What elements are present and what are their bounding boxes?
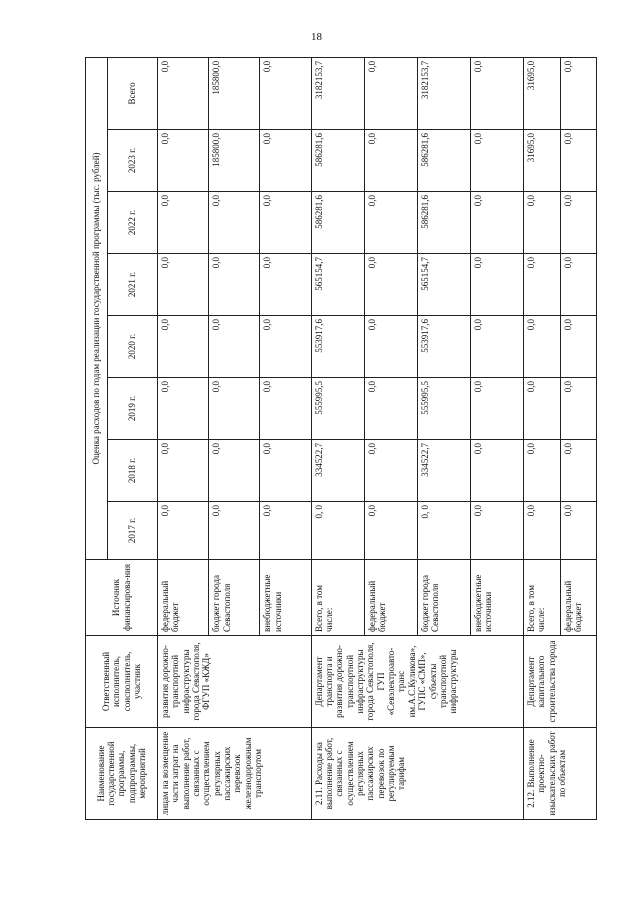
value-cell: 0,0 bbox=[471, 254, 524, 316]
funding-source: внебюджетные источники bbox=[471, 560, 524, 636]
value-cell: 0,0 bbox=[260, 502, 311, 560]
value-cell: 0,0 bbox=[364, 192, 417, 254]
funding-source: бюджет города Севастополя bbox=[209, 560, 260, 636]
value-cell: 0,0 bbox=[471, 130, 524, 192]
value-cell: 185800,0 bbox=[209, 130, 260, 192]
header-year: 2021 г. bbox=[108, 254, 158, 316]
value-cell: 0,0 bbox=[471, 440, 524, 502]
funding-source: внебюджетные источники bbox=[260, 560, 311, 636]
funding-source: Всего, в том числе: bbox=[524, 560, 560, 636]
value-cell: 0,0 bbox=[524, 502, 560, 560]
value-cell: 0,0 bbox=[560, 192, 597, 254]
value-cell: 0,0 bbox=[471, 502, 524, 560]
header-year: 2018 г. bbox=[108, 440, 158, 502]
funding-source: федеральный бюджет bbox=[560, 560, 597, 636]
value-cell: 0,0 bbox=[260, 316, 311, 378]
value-cell: 0,0 bbox=[364, 502, 417, 560]
value-cell: 0,0 bbox=[260, 192, 311, 254]
value-cell: 0,0 bbox=[524, 378, 560, 440]
table-row bbox=[524, 57, 560, 819]
value-cell: 586281,6 bbox=[311, 130, 364, 192]
value-cell: 334522,7 bbox=[417, 440, 470, 502]
value-cell: 0, 0 bbox=[311, 502, 364, 560]
responsible-party: развития дорожно-транспортной инфраструктуры города Севастополя, ФГУП «КЖД» bbox=[158, 636, 312, 728]
rotated-table-container bbox=[85, 58, 597, 820]
value-cell: 0,0 bbox=[560, 130, 597, 192]
value-cell: 0,0 bbox=[158, 192, 209, 254]
value-cell: 553917,6 bbox=[311, 316, 364, 378]
value-cell: 0,0 bbox=[158, 502, 209, 560]
value-cell: 0,0 bbox=[471, 192, 524, 254]
header-year: 2023 г. bbox=[108, 130, 158, 192]
value-cell: 0,0 bbox=[260, 378, 311, 440]
funding-source: федеральный бюджет bbox=[364, 560, 417, 636]
value-cell: 586281,6 bbox=[311, 192, 364, 254]
header-responsible: Ответственный исполнитель, соисполнитель, участник bbox=[86, 636, 158, 728]
value-cell: 555995,5 bbox=[311, 378, 364, 440]
header-year: 2022 г. bbox=[108, 192, 158, 254]
value-cell: 0,0 bbox=[364, 57, 417, 129]
value-cell: 0,0 bbox=[560, 57, 597, 129]
value-cell: 0,0 bbox=[524, 316, 560, 378]
value-cell: 0,0 bbox=[471, 57, 524, 129]
value-cell: 0,0 bbox=[209, 254, 260, 316]
header-name: Наименование государственной программы, подпрограммы, мероприятий bbox=[86, 728, 158, 820]
page-number: 18 bbox=[311, 31, 322, 43]
value-cell: 565154,7 bbox=[311, 254, 364, 316]
header-estimate: Оценка расходов по годам реализации государственной программы (тыс. рублей) bbox=[86, 57, 108, 559]
value-cell: 0,0 bbox=[560, 440, 597, 502]
value-cell: 0,0 bbox=[209, 502, 260, 560]
expenses-table bbox=[85, 57, 597, 820]
value-cell: 0,0 bbox=[560, 502, 597, 560]
value-cell: 0,0 bbox=[524, 254, 560, 316]
value-cell: 553917,6 bbox=[417, 316, 470, 378]
value-cell: 0,0 bbox=[158, 254, 209, 316]
funding-source: Всего, в том числе: bbox=[311, 560, 364, 636]
header-year: 2017 г. bbox=[108, 502, 158, 560]
value-cell: 0,0 bbox=[560, 316, 597, 378]
value-cell: 565154,7 bbox=[417, 254, 470, 316]
value-cell: 0,0 bbox=[158, 57, 209, 129]
responsible-party: Департамент транспорта и развития дорожно-транспортной инфраструктуры города Севастополя, ГУП «Севэлектроавто-транс им.А.С.Куликова», ГУПС «СМП», субъекты транспортной инфраструктуры bbox=[311, 636, 523, 728]
value-cell: 0,0 bbox=[260, 130, 311, 192]
value-cell: 0,0 bbox=[158, 378, 209, 440]
value-cell: 0,0 bbox=[209, 378, 260, 440]
value-cell: 0,0 bbox=[209, 440, 260, 502]
measure-name: лицам на возмещение части затрат на выполнение работ, связанных с осуществлением регулярных пассажирских перевозок железнодорожным транспортом bbox=[158, 728, 312, 820]
responsible-party: Департамент капитального строительства города bbox=[524, 636, 597, 728]
table-row bbox=[311, 57, 364, 819]
value-cell: 586281,6 bbox=[417, 130, 470, 192]
value-cell: 31695,0 bbox=[524, 130, 560, 192]
funding-source: федеральный бюджет bbox=[158, 560, 209, 636]
value-cell: 0, 0 bbox=[417, 502, 470, 560]
value-cell: 0,0 bbox=[260, 440, 311, 502]
header-source: Источник финансирова-ния bbox=[86, 560, 158, 636]
value-cell: 0,0 bbox=[364, 378, 417, 440]
value-cell: 3182153,7 bbox=[311, 57, 364, 129]
value-cell: 185800,0 bbox=[209, 57, 260, 129]
value-cell: 3182153,7 bbox=[417, 57, 470, 129]
table-row bbox=[158, 57, 209, 819]
value-cell: 0,0 bbox=[560, 254, 597, 316]
measure-name: 2.11. Расходы на выполнение работ, связанных с осуществлением регулярных пассажирских перевозок по регулируемым тарифам bbox=[311, 728, 523, 820]
value-cell: 0,0 bbox=[158, 440, 209, 502]
value-cell: 0,0 bbox=[158, 130, 209, 192]
value-cell: 0,0 bbox=[260, 57, 311, 129]
value-cell: 0,0 bbox=[524, 440, 560, 502]
value-cell: 334522,7 bbox=[311, 440, 364, 502]
value-cell: 0,0 bbox=[364, 254, 417, 316]
value-cell: 31695,0 bbox=[524, 57, 560, 129]
header-year: 2019 г. bbox=[108, 378, 158, 440]
value-cell: 0,0 bbox=[364, 130, 417, 192]
value-cell: 0,0 bbox=[209, 316, 260, 378]
value-cell: 0,0 bbox=[471, 378, 524, 440]
value-cell: 0,0 bbox=[524, 192, 560, 254]
table-wrapper bbox=[85, 58, 597, 820]
measure-name: 2.12. Выполнение проектно-изыскательских работ по объектам bbox=[524, 728, 597, 820]
funding-source: бюджет города Севастополя bbox=[417, 560, 470, 636]
value-cell: 0,0 bbox=[260, 254, 311, 316]
value-cell: 0,0 bbox=[364, 316, 417, 378]
value-cell: 586281,6 bbox=[417, 192, 470, 254]
value-cell: 0,0 bbox=[158, 316, 209, 378]
value-cell: 0,0 bbox=[471, 316, 524, 378]
value-cell: 0,0 bbox=[560, 378, 597, 440]
header-year: 2020 г. bbox=[108, 316, 158, 378]
value-cell: 555995,5 bbox=[417, 378, 470, 440]
value-cell: 0,0 bbox=[364, 440, 417, 502]
header-total: Всего bbox=[108, 57, 158, 129]
value-cell: 0,0 bbox=[209, 192, 260, 254]
